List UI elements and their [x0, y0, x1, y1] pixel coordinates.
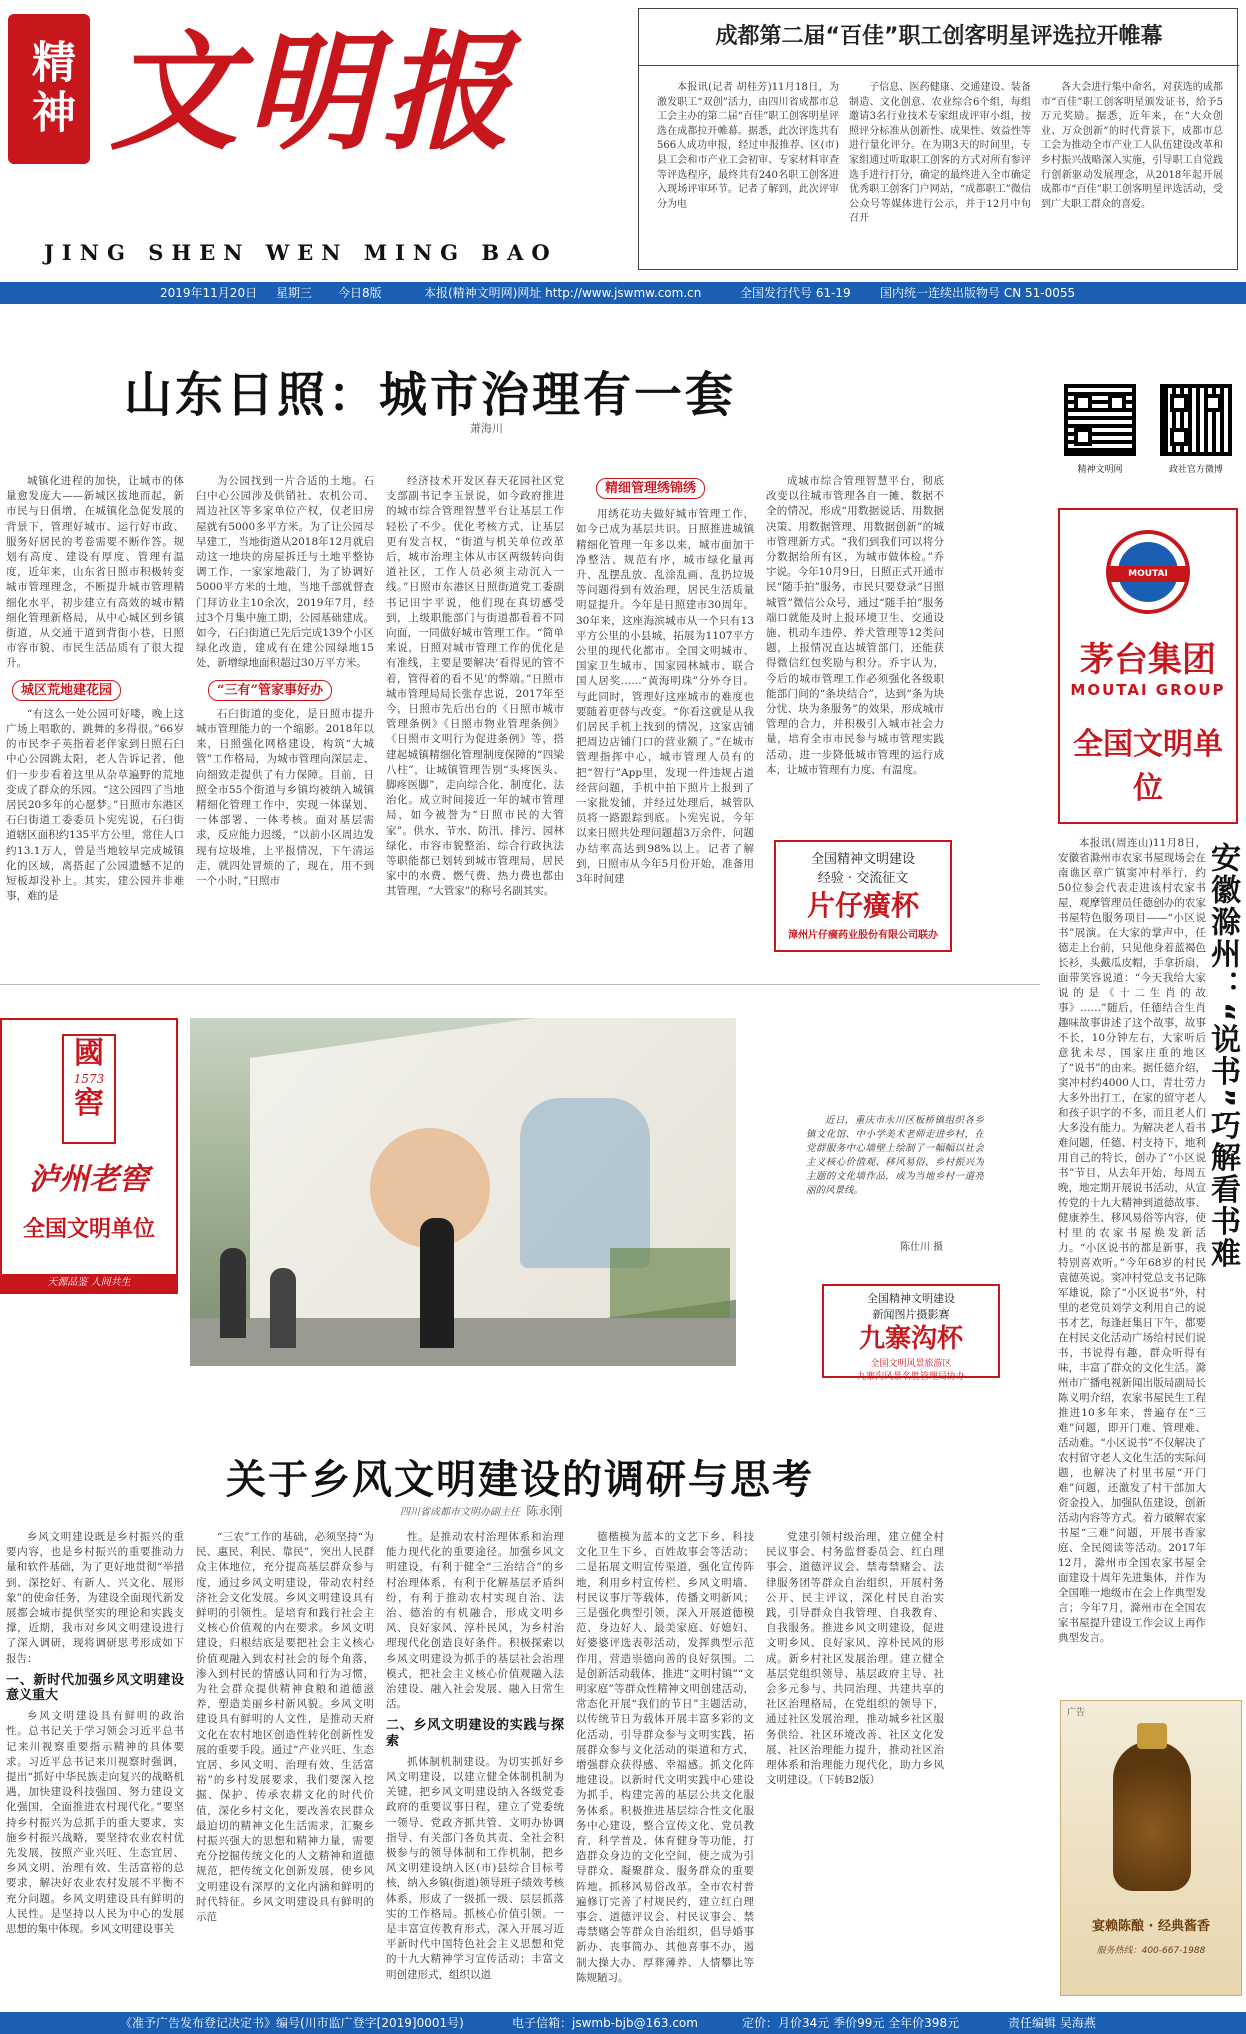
masthead: [0, 0, 620, 270]
jzg-top2: 新闻图片摄影赛: [872, 1308, 950, 1321]
moutai-logo-icon: MOUTAI: [1106, 530, 1190, 614]
guojiao-title: 全国文明单位: [22, 1216, 155, 1242]
logo-pinyin: JING SHEN WEN MING BAO: [44, 240, 558, 265]
issue-code: 全国发行代号 61-19: [740, 286, 851, 300]
masthead-info-bar: [0, 282, 1246, 304]
liquor-ad[interactable]: [1060, 1700, 1242, 1996]
jzg-top1: 全国精神文明建设: [867, 1292, 955, 1305]
footer-email[interactable]: 电子信箱：jswmb-bjb@163.com: [512, 2016, 698, 2030]
issue-weekday: 星期三: [276, 286, 313, 300]
qr-code-2[interactable]: [1160, 384, 1232, 456]
moutai-ad[interactable]: [1058, 508, 1238, 824]
right-story-title: 安徽滁州：“说书”巧解看书难: [1205, 842, 1240, 1270]
lead-subhead-2: “三有”管家事好办: [208, 680, 332, 701]
lead-subhead-3: 精细管理绣锦绣: [596, 478, 705, 499]
qr-code-1[interactable]: [1064, 384, 1136, 456]
moutai-title: 全国文明单位: [1073, 727, 1223, 806]
pzh-top1: 全国精神文明建设: [810, 852, 915, 867]
jzg-org2: 九寨沟风景名胜管理局协办: [856, 1372, 965, 1382]
lead-headline: 山东日照：城市治理有一套: [123, 367, 736, 423]
photo-caption: 近日，重庆市永川区板桥镇组织各乡镇文化馆、中小学美术老师走进乡村，在党群服务中心墙壁上绘制了一幅幅以社会主义核心价值观、移风易俗、乡村振兴为主题的文化墙作品，成为当地乡村一道亮丽的风景线。: [806, 1115, 984, 1196]
lead-byline: 萧海川: [470, 422, 503, 435]
qr-block: [1060, 384, 1240, 484]
right-story-body: 本报讯(周连山)11月8日，安徽省滁州市农家书屋现场会在南谯区章广镇窦冲村举行，约50位参会代表走进该村农家书屋，观摩管理员任德创办的农家书屋特色服务项目——“小区说书”展演。在大家的掌声中，任德走上台前，只见他身着蓝褐色长衫，头戴瓜皮帽，手拿折扇，面带笑容说道：“今天我给大家说的是《十二生肖的故事》……”随后，任德结合生肖趣味故事讲述了这个故事，故事不长，10分钟左右，大家听后意犹未尽，国家庄重的地区了“说书”的由来。据任德介绍，窦冲村约4000人口，青壮劳力大多外出打工，在家的留守老人和孩子识字的不多，而且老人们大多没有能力。为解决老人看书难问题，任德、村支持下，地利用自己的特长，创办了“小区说书”节目，从去年开始，每周五晚，地定期开展说书活动，从宣传党的十九大精神到道德故事、健康养生、移风易俗等内容，使村里的农家书屋焕发新活力。“小区说书的都是新事，我特别喜欢听。”今年68岁的村民袁德英说。窦冲村党总支书记陈军雄说，除了“小区说书”外，村里的老党员刘学文利用自己的说书才艺，每逢赶集日下午，都要在村民文化活动广场给村民们说书，书说得有趣，群众听得有味，丰富了群众的文化生活。滁州市广播电视新闻出版局副局长陈义明介绍，农家书屋民生工程推进10多年来，普遍存在“三难”问题，即开门难、管理难、活动难。“小区说书”不仅解决了农村留守老人文化生活的实际问题，也解决了村里书屋“开门难”问题，还激发了村干部加大资金投入，加强队伍建设，创新活动内容等方式。着力破解农家书屋“三难”问题，开展书香家庭、全民阅读等活动。2017年12月，滁州市全国农家书屋全面建设十周年先进集体，并作为全国唯一地级市在会上作典型发言；今年7月，滁州市在全国农家书屋提升建设工作会议上再作典型发言。: [1058, 837, 1206, 1644]
jzg-name: 九寨沟杯: [858, 1324, 963, 1354]
article2-author: 陈永刚: [526, 1504, 563, 1518]
ad-tag: 广告: [1067, 1708, 1086, 1718]
liquor-bottle-icon: [1113, 1741, 1191, 1891]
guojiao-mark: 國 1573 窖: [62, 1034, 116, 1144]
logo-title: 文明报: [110, 18, 519, 168]
lead-col1: 城镇化进程的加快，让城市的体量愈发庞大——新城区拔地而起，新市民与日俱增，在城镇化急促发展的背景下，管理好城市、运行好市政、服务好居民的考卷需要不断作答。规划有高度、建设有厚度、管理有温度，近年来，山东省日照市积极转变城市管理理念，不断提升城市管理精细化水平，初步建立有高效的城市精细化管理新格局，从中心城区到乡镇街道，从交通干道到背街小巷，日照市容市貌、市民生活品质有了很大提升。 城区荒地建花园 “有这么一处公园可好喽，晚上这广场上唱歌的、跳舞的多得很。”66岁的市民李子英指着老伴家到日照石臼中心公园跳太阳，老人告诉记者，他们一步步看着这里从杂草遍野的荒地变成了群众的乐园。“这公园四了当地居民20多年的心愿梦。”日照市东港区石臼街道工委委员卜宪宪说，石臼街道辖区面积约135平方公里，常住人口约13.1万人，曾是当地较早完成城镇化的区域，离搭起了公园遗憾不足的短板却没补上。其实，建公园并非难事，难的是: [6, 475, 184, 903]
article2-byline: 四川省成都市文明办副主任 陈永刚: [400, 1504, 563, 1518]
cn-number: 国内统一连续出版物号 CN 51-0055: [880, 286, 1076, 300]
issue-pages: 今日8版: [338, 286, 382, 300]
liquor-slogan: 宴赖陈酿 · 经典酱香: [1092, 1919, 1210, 1934]
top-right-col1: 本报讯(记者 胡桂芳)11月18日，为激发职工“双创”活力，由四川省成都市总工会主办的第二届“百佳”职工创客明星评选在成都拉开帷幕。据悉，此次评选共有566人成功申报，经过申报推荐、区(市)县工会和市产业工会初审、专家材料审查等评选程序，最终共有240名职工创客进入现场评审环节。记者了解到，此次评审分为电: [657, 82, 839, 210]
liquor-hotline: 服务热线：400-667-1988: [1096, 1946, 1206, 1956]
pzh-org: 漳州片仔癀药业股份有限公司联办: [788, 930, 938, 941]
top-right-story: [638, 8, 1238, 270]
article2-col2: “三农”工作的基础，必须坚持“为民、惠民、利民、靠民”，突出人民群众主体地位，充分提高基层群众参与度，通过乡风文明建设，带动农村经济社会文化发展。乡风文明建设具有鲜明的引领性。是培育和践行社会主义核心价值观的内在要求。乡风文明建设，归根结底是要把社会主义核心价值观融入到农村社会的每个角落，渗入到村民的情感认同和行为习惯，为社会群众提供精神食粮和道德滋养，塑造美丽乡村新风貌。乡风文明建设具有鲜明的人文性，是推动天府文化在农村地区创造性转化创新性发展的重要手段。通过“产业兴旺、生态宜居、乡风文明、治理有效、生活富裕”的乡村发展要求，我们要深入挖掘、保护、传承农耕文化的时代价值，深化乡村文化，要改善农民群众最迫切的精神文化生活需求，汇聚乡村振兴强大的思想和精神力量，需要充分挖掘传统文化的人文精神和道德规范，把传统文化创新发展，使乡风文明建设有深厚的文化内涵和鲜明的时代特征。乡风文明建设具有鲜明的示范: [196, 1531, 374, 1924]
news-photo[interactable]: [190, 1018, 736, 1366]
article2-col5: 党建引领村级治理，建立健全村民议事会、村务监督委员会、红白理事会、道德评议会、禁毒禁赌会、法律服务团等群众自治组织，开展村务公开、民主评议，深化村民自治实践，引导群众自我管理、自我教育、自我服务。推进乡风文明建设，促进文明乡风、良好家风、淳朴民风的形成。新乡村社区发展治理。建立健全基层党组织领导、基层政府主导、社会多元参与、共同治理、共建共享的社区治理格局，在党组织的领导下，通过社区发展治理，推动城乡社区服务供给、社区环境改善、社区文化发展、社区治理能力提升，推动社区治理体系和治理能力现代化，助力乡风文明建设。（下转B2版）: [766, 1531, 944, 1787]
pianzaihuang-ad[interactable]: [774, 840, 952, 952]
logo-seal: 精神: [8, 14, 90, 164]
article2-col1: 乡风文明建设既是乡村振兴的重要内容，也是乡村振兴的重要推动力量和软件基础，为了更好地贯彻“举措到、深挖好、有新人、兴文化、展形象”的使命任务，为建设全面现代新发展都会城市提供坚实的理论和实践支撑，近期，我市对乡风文明建设进行了深入调研，现将调研思考形成如下报告： 一、新时代加强乡风文明建设意义重大 乡风文明建设具有鲜明的政治性。总书记关于学习领会习近平总书记来川视察重要指示精神的具体要求。习近平总书记来川视察时强调，提出“抓好中华民族走向复兴的战略机遇，加快建设科技强国、努力建设文化强国，全面推进农村现代化。”要坚持乡村振兴为总抓手的重大要求，实施乡村振兴战略，要坚持农业农村优先发展，按照产业兴旺、生态宜居、乡风文明、治理有效、生活富裕的总要求，解决好农业农村发展不平衡不充分问题。乡风文明建设具有鲜明的人民性。是坚持以人民为中心的发展思想的集中体现。乡风文明建设事关: [6, 1531, 184, 1936]
jiuzhaigou-ad[interactable]: [822, 1284, 1000, 1382]
guojiao-slogan: 天源品鉴 人间共生: [2, 1274, 176, 1292]
footer-editor: 责任编辑 吴海燕: [1008, 2016, 1096, 2030]
qr-label-1: 精神文明网: [1077, 465, 1123, 475]
article2-subhead-1: 一、新时代加强乡风文明建设意义重大: [6, 1672, 184, 1704]
article2-col4: 德楷模为蓝本的文艺下乡、科技文化卫生下乡、百姓故事会等活动；二是拓展文明宣传渠道，强化宣传阵地，利用乡村宣传栏、乡风文明墙、村民议事厅等载体，传播文明新风；三是强化典型引领，深入开展道德模范、身边好人、最美家庭、好媳妇、好婆婆评选表彰活动，发挥典型示范作用，营造崇德向善的良好氛围。二是创新活动载体，推进“文明村镇”“文明家庭”等群众性精神文明创建活动，常态化开展“我们的节日”主题活动，以传统节日为载体开展丰富多彩的文化活动，引导群众参与文明实践，拓展群众参与文化活动的渠道和方式，增强群众获得感、幸福感。抓文化阵地建设。以新时代文明实践中心建设为抓手，构建完善的基层公共文化服务体系。积极推进基层综合性文化服务中心建设，整合宣传文化、党员教育、科学普及、体育健身等功能，打造群众身边的文化空间，使之成为引导群众、凝聚群众、服务群众的重要阵地。抓移风易俗改革。全市农村普遍修订完善了村规民约，建立红白理事会、道德评议会、村民议事会、禁毒禁赌会等群众自治组织，倡导婚事新办、丧事简办、其他喜事不办，遏制大操大办、厚葬薄养、人情攀比等陈规陋习。: [576, 1531, 754, 1984]
footer-price: 定价：月价34元 季价99元 全年价398元: [742, 2016, 960, 2030]
moutai-name: 茅台集团: [1080, 640, 1216, 680]
site-url[interactable]: 本报(精神文明网)网址 http://www.jswmw.com.cn: [424, 286, 702, 300]
lead-col4: 精细管理绣锦绣 用绣花功夫做好城市管理工作，如今已成为基层共识。日照推进城镇精细化管理一年多以来，城市面加干净整洁、规范有序，城市绿化量再升、乱摆乱放、乱涂乱画、乱扔垃圾等问题得到有效治理，居民生活质量明显提升。今年是日照建市30周年。30年来，这座海滨城市从一个只有13平方公里的小县城，拓展为1107平方公里的现代化都市。全国文明城市、国家卫生城市、国家园林城市、联合国人居奖……“黄海明珠”分外夺目。与此同时，管理好这座城市的难度也要随着更替与改变。“你看这就是从我们居民手机上找到的情况，这家店铺把周边店铺门口的营业额了。”在城市管理指挥中心，城市管理人员有的把“智行”App里，发现一件违规占道经营问题，手机中拍下照片上报到了一家批发铺，并经过处理后，城管队员将一路跟踪到底。卜宪宪说，今年以来日照共处理问题超3万余件，问题办结率高达到98%以上。记者了解到，日照市从今年5月份开始，准备用3年时间建: [576, 474, 754, 952]
guojiao-ad[interactable]: [0, 1018, 178, 1294]
jzg-org1: 全国文明风景旅游区: [870, 1359, 952, 1369]
guojiao-brand: 泸州老窖: [29, 1162, 149, 1197]
footer-ad-license: 《准予广告发布登记决定书》编号(川市监广登字[2019]0001号): [120, 2016, 464, 2030]
lead-col5: 成城市综合管理智慧平台，彻底改变以往城市管理各自一摊、数据不全的情况，形成“用数据说话、用数据决策、用数据管理、用数据创新”的城市管理新方式。“我们到我们可以将分分数据给所有区，为城市做体检。”乔宇说。今年10月9日，日照正式开通市民“随手拍”服务，市民只要登录“日照城管”微信公众号，通过“随手拍”服务端口就能及时上报环境卫生、交通设施、机动车违停、养犬管理等12类问题，上报情况直达城管部门，还能获得微信红包奖励与积分。乔宇认为，今后的城市管理工作必须强化各级职能部门间的“条块结合”，达到“条为块分忧、块为条服务”的效果，形成城市管理的合力，并积极引入城市社会力量，培育全市市民参与城市管理实践活动，进一步降低城市管理的运行成本，让城市管理有力度、有温度。: [766, 475, 944, 776]
lead-col2: 为公园找到一片合适的土地。石臼中心公园涉及供销社、农机公司、周边社区等多家单位产权，仅老旧房屋就有5000多平方米。为了让公园尽早建工，当地街道从2018年12月就启动这一地块的房屋拆迁与土地平整协调工作，一家家地敲门，为了协调好5000平方米的土地，当地千部就督查门拜访业主10余次，2019年7月，经过3个月集中施工期，公园基础建成。如今，石臼街道已先后完成139个小区绿化改造，建成有在建公园绿地15处，新增绿地面积超过30万平方米。 “三有”管家事好办 石臼街道的变化，是日照市提升城市管理能力的一个缩影。2018年以来，日照强化网格建设，构筑“大城管”工作格局，为城市管理向深层走、向细致走提供了有力保障。目前，日照全市55个街道与乡镇均被纳入城镇精细化管理工作中，实现一体谋划、一体部署、一体考核。面对基层需求，反应能力迟缓，“以前小区周边发现有垃圾堆，上平报情况，下午清运走，就四处冒烦的了，现在，用不到一个小时，”日照市: [196, 475, 374, 888]
top-right-col3: 各大会进行集中命名，对获选的成都市“百佳”职工创客明星颁发证书，给予5万元奖励。据悉，近年来，在“大众创业、万众创新”的时代背景下，成都市总工会为推动全市产业工人队伍建设改革和乡村振兴战略深入实施，引导职工自觉践行创新驱动发展理念，从2018年起开展成都市“百佳”职工创客明星评选活动，受到广大职工群众的喜爱。: [1041, 82, 1223, 210]
lead-subhead-1: 城区荒地建花园: [12, 680, 121, 701]
top-right-col2: 子信息、医药健康、交通建设、装备制造、文化创意、农业综合6个组，每组邀请3名行业技术专家组成评审小组，按照评分标准从创新性、成果性、效益性等进行量化评分。在为期3天的时间里，专家组通过听取职工创客的方式对所有参评选手进行打分，确定的最终进入全市确定优秀职工创客门户网站，“成都职工”微信公众号等媒体进行公示，并于12月中旬召开: [849, 82, 1031, 225]
article2-subhead-2: 二、乡风文明建设的实践与探索: [386, 1718, 564, 1749]
top-right-headline: 成都第二届“百佳”职工创客明星评选拉开帷幕: [715, 24, 1163, 49]
photo-credit: 陈仕川 摄: [900, 1242, 944, 1253]
issue-date: 2019年11月20日: [160, 286, 258, 300]
footer-bar: [0, 2012, 1246, 2034]
pzh-name: 片仔癀杯: [806, 889, 919, 922]
moutai-name-en: MOUTAI GROUP: [1070, 681, 1226, 699]
lead-col3: 经济技术开发区春天花园社区党支部副书记李玉景说，如今政府推进的城市综合管理智慧平台让基层工作轻松了不少。优化考核方式，让基层更有发言权，“街道与机关单位改革后，城市治理主体从市区两级转向街道社区，工作人员必须主动沉入一线。”日照市东港区日照街道党工委副书记田宇平说，他们现在真切感受到，上级职能部门与街道都看着不同向面，一同做好城市管理工作。“简单来说，日照对城市管理工作的优化是有准线，主要是要解决‘看得见的管不着，管得着的看不见’的弊端。”日照市城市管理局局长张存忠说，2017年至今，日照市先后出台的《日照市城市管理条例》《日照市物业管理条例》《日照市文明行为促进条例》等，搭建起城镇精细化管理制度保障的“四梁八柱”，让城镇管理告别“头疼医头、脚疼医脚”，走向综合化、制度化、法治化。成立时间接近一年的城市管理局，如今被誉为“日照市民的大管家”。供水、节水、防汛、排污、园林绿化、市容市貌整治、综合行政执法等职能都已划转到城市管理局，居民家中的水费、燃气费、热力费也都由其管理，“大管家”的称号名副其实。: [386, 475, 564, 898]
article2-col3: 性。是推动农村治理体系和治理能力现代化的重要途径。加强乡风文明建设，有利于健全“三治结合”的乡村治理体系，有利于化解基层矛盾纠纷，有利于推动农村实现自治、法治、德治的有机融合，形成文明乡风、良好家风、淳朴民风，为乡村治理现代化创造良好条件。积极探索以乡风文明建设为抓手的基层社会治理模式，把社会主义核心价值观融入法治建设、融入社会发展、融入日常生活。 二、乡风文明建设的实践与探索 抓体制机制建设。为切实抓好乡风文明建设，以建立健全体制机制为关键，把乡风文明建设纳入各级党委政府的重要议事日程，建立了党委统一领导、党政齐抓共管、文明办协调指导、有关部门各负其责、全社会积极参与的领导体制和工作机制，把乡风文明建设纳入区(市)县综合目标考核，纳入乡镇(街道)领导班子绩效考核体系，形成了一级抓一级、层层抓落实的工作格局。抓核心价值引领。一是丰富宣传教育形式，深入开展习近平新时代中国特色社会主义思想和党的十九大精神学习宣传活动；丰富文明创建形式，组织以道: [386, 1531, 564, 1981]
pzh-top2: 经验 · 交流征文: [817, 871, 909, 886]
article2-headline: 关于乡风文明建设的调研与思考: [226, 1457, 814, 1503]
qr-label-2: 政社官方微博: [1168, 465, 1223, 475]
